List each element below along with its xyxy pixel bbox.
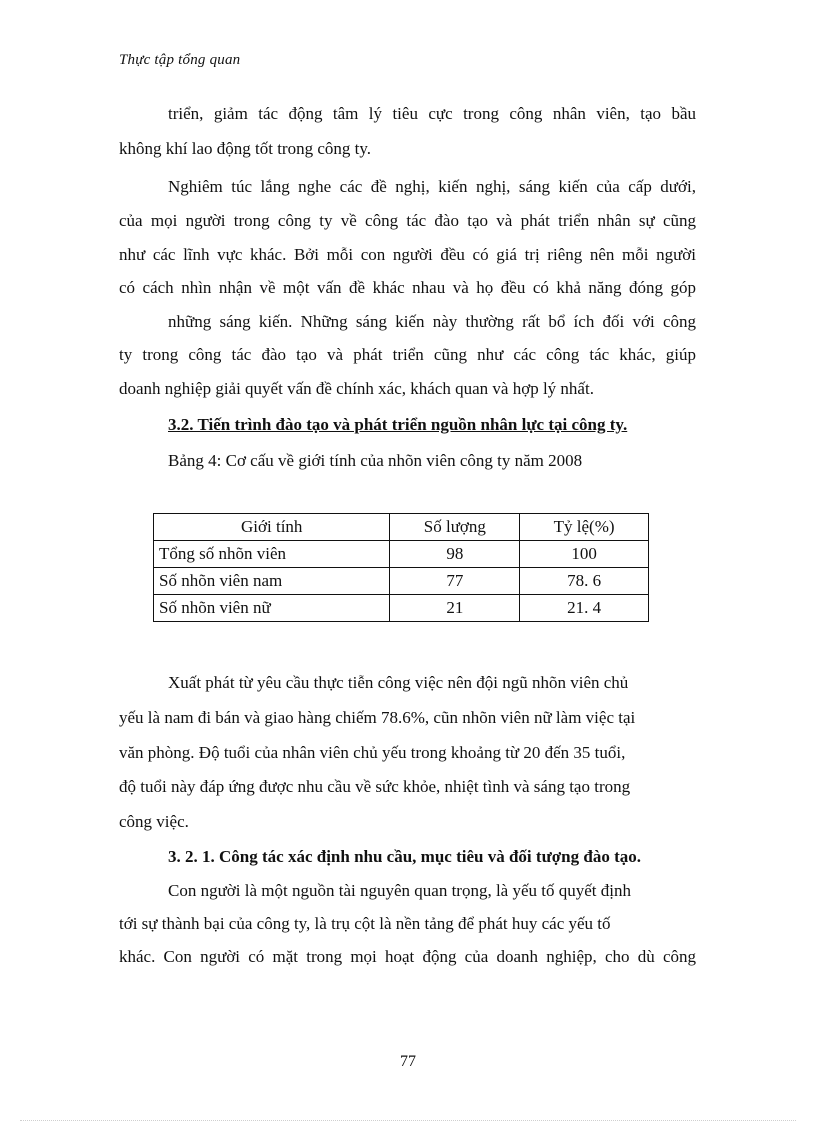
paragraph-line: độ tuổi này đáp ứng được nhu cầu về sức khỏe, nhiệt tình và sáng tạo trong — [119, 777, 631, 796]
section-heading: 3.2. Tiến trình đào tạo và phát triển nguồn nhân lực tại công ty. — [168, 415, 628, 434]
paragraph-line: Nghiêm túc lắng nghe các đề nghị, kiến nghị, sáng kiến của cấp dưới, — [168, 177, 696, 196]
paragraph-line: văn phòng. Độ tuổi của nhân viên chủ yếu trong khoảng từ 20 đến 35 tuổi, — [119, 743, 626, 762]
paragraph-line: không khí lao động tốt trong công ty. — [119, 139, 371, 158]
page-number: 77 — [400, 1053, 416, 1070]
table-cell: Số nhõn viên nam — [154, 568, 390, 595]
paragraph-line: ty trong công tác đào tạo và phát triển cũng như các công tác khác, giúp — [119, 345, 696, 364]
table-cell: Số nhõn viên nữ — [154, 595, 390, 622]
table-cell: Tổng số nhõn viên — [154, 541, 390, 568]
table-row — [154, 541, 649, 568]
table-header-cell: Tỷ lệ(%) — [520, 514, 649, 541]
table-caption: Bảng 4: Cơ cấu về giới tính của nhõn viên công ty năm 2008 — [168, 451, 583, 470]
paragraph-line: của mọi người trong công ty về công tác đào tạo và phát triển nhân sự cũng — [119, 211, 696, 230]
subsection-heading: 3. 2. 1. Công tác xác định nhu cầu, mục tiêu và đối tượng đào tạo. — [168, 847, 642, 866]
page-bottom-rule — [20, 1120, 796, 1121]
table-header-row — [154, 514, 649, 541]
paragraph-line: tới sự thành bại của công ty, là trụ cột là nền tảng để phát huy các yếu tố — [119, 914, 611, 933]
paragraph-line: Xuất phát từ yêu cầu thực tiễn công việc nên đội ngũ nhõn viên chủ — [168, 673, 629, 692]
paragraph-line: khác. Con người có mặt trong mọi hoạt động của doanh nghiệp, cho dù công — [119, 947, 696, 966]
gender-table — [153, 513, 649, 622]
paragraph-line: công việc. — [119, 812, 189, 831]
table-cell: 21. 4 — [520, 595, 649, 622]
table-header-cell: Giới tính — [154, 514, 390, 541]
table-cell: 78. 6 — [520, 568, 649, 595]
table-row — [154, 595, 649, 622]
table-cell: 21 — [390, 595, 520, 622]
table-cell: 100 — [520, 541, 649, 568]
paragraph-line: yếu là nam đi bán và giao hàng chiếm 78.6%, cũn nhõn viên nữ làm việc tại — [119, 708, 636, 727]
paragraph-line: doanh nghiệp giải quyết vấn đề chính xác, khách quan và hợp lý nhất. — [119, 379, 594, 398]
table-cell: 77 — [390, 568, 520, 595]
table-cell: 98 — [390, 541, 520, 568]
paragraph-line: có cách nhìn nhận về một vấn đề khác nhau và họ đều có khả năng đóng góp — [119, 278, 696, 297]
table-row — [154, 568, 649, 595]
paragraph-line: những sáng kiến. Những sáng kiến này thường rất bổ ích đối với công — [168, 312, 696, 331]
paragraph-line: triển, giảm tác động tâm lý tiêu cực trong công nhân viên, tạo bầu — [168, 104, 696, 123]
paragraph-line: như các lĩnh vực khác. Bởi mỗi con người đều có giá trị riêng nên mỗi người — [119, 245, 696, 264]
table-header-cell: Số lượng — [390, 514, 520, 541]
paragraph-line: Con người là một nguồn tài nguyên quan trọng, là yếu tố quyết định — [168, 881, 631, 900]
running-header: Thực tập tổng quan — [119, 52, 241, 68]
